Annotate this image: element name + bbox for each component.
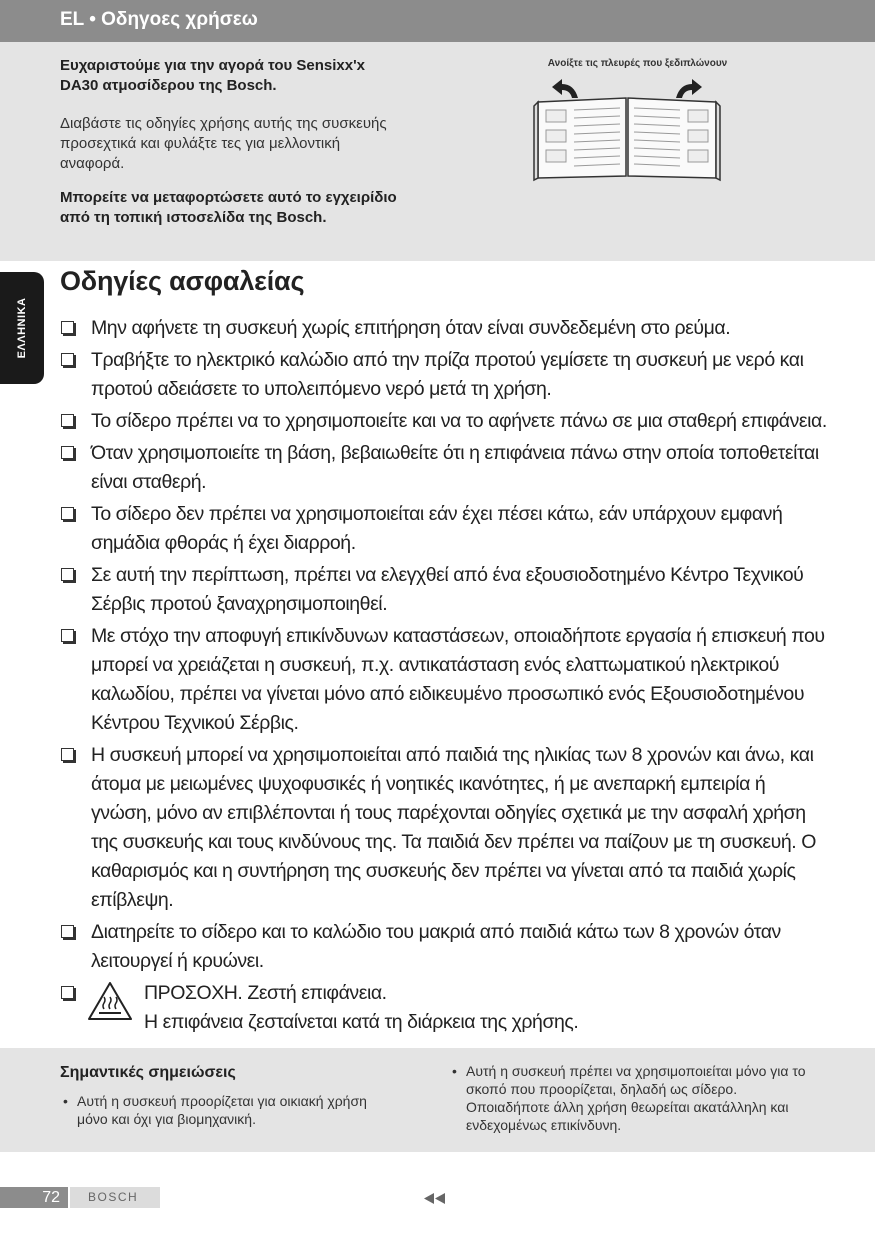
list-item: Όταν χρησιμοποιείτε τη βάση, βεβαιωθείτε ότι η επιφάνεια πάνω στην οποία τοποθετείται είναι σταθερή. [60,439,830,497]
checkbox-bullet-icon [61,568,74,581]
hot-surface-warning-icon [87,981,133,1021]
bullet-dot: • [63,1093,68,1109]
list-item: Η συσκευή μπορεί να χρησιμοποιείται από παιδιά της ηλικίας των 8 χρονών και άνω, και άτομα με μειωμένες ψυχοφυσικές ή νοητικές ικανότητες, ή με ανεπαρκή εμπειρία ή γνώση, μόνο αν επιβλέπονται ή τους παρέχονται οδηγίες σχετικά με την ασφαλή χρήση της συσκευής και τους κινδύνους της. Τα παιδιά δεν πρέπει να παίζουν με τη συσκευή. Ο καθαρισμός και η συντήρηση της συσκευής δεν πρέπει να γίνεται από τα παιδιά χωρίς επίβλεψη. [60,741,830,915]
figure-caption: Ανοίξτε τις πλευρές που ξεδιπλώνουν [547,58,728,69]
section-title-safety: Οδηγίες ασφαλείας [60,266,305,296]
checkbox-bullet-icon [61,986,74,999]
checkbox-bullet-icon [61,321,74,334]
list-item: Μην αφήνετε τη συσκευή χωρίς επιτήρηση όταν είναι συνδεδεμένη στο ρεύμα. [60,314,830,343]
bullet-dot: • [452,1063,457,1079]
note-item: • Αυτή η συσκευή πρέπει να χρησιμοποιείται μόνο για το σκοπό που προορίζεται, δηλαδή ως σίδερο. Οποιαδήποτε άλλη χρήση θεωρείται ακατάλληλη και ενδεχομένως επικίνδυνη. [452,1063,806,1133]
list-item: Το σίδερο πρέπει να το χρησιμοποιείτε και να το αφήνετε πάνω σε μια σταθερή επιφάνεια. [60,407,830,436]
checkbox-bullet-icon [61,353,74,366]
notes-title: Σημαντικές σημειώσεις [60,1064,236,1081]
list-item: Τραβήξτε το ηλεκτρικό καλώδιο από την πρίζα προτού γεμίσετε τη συσκευή με νερό και προτού αδειάσετε το υπολειπόμενο νερό μετά τη χρήση. [60,346,830,404]
list-item: Σε αυτή την περίπτωση, πρέπει να ελεγχθεί από ένα εξουσιοδοτημένο Κέντρο Τεχνικού Σέρβις προτού ξαναχρησιμοποιηθεί. [60,561,830,619]
intro-text-block [60,56,400,228]
safety-instructions-list [60,314,830,1040]
intro-download-note: Μπορείτε να μεταφορτώσετε αυτό το εγχειρίδιο από τη τοπική ιστοσελίδα της Bosch. [60,189,397,226]
checkbox-bullet-icon [61,507,74,520]
checkbox-bullet-icon [61,748,74,761]
note-item: • Αυτή η συσκευή προορίζεται για οικιακή χρήση μόνο και όχι για βιομηχανική. [63,1093,367,1127]
language-side-tab [0,272,44,384]
foldout-booklet-illustration [530,74,725,184]
header-title: EL • Οδηγοες χρήσεω [60,9,258,30]
intro-panel [0,42,875,261]
checkbox-bullet-icon [61,925,74,938]
important-notes-panel [0,1048,875,1152]
checkbox-bullet-icon [61,414,74,427]
list-item: Το σίδερο δεν πρέπει να χρησιμοποιείται εάν έχει πέσει κάτω, εάν υπάρχουν εμφανή σημάδια φθοράς ή έχει διαρροή. [60,500,830,558]
checkbox-bullet-icon [61,629,74,642]
intro-title: Ευχαριστούμε για την αγορά του Sensixx'x DA30 ατμοσίδερου της Bosch. [60,57,366,94]
header-bar [0,0,875,42]
language-tab-label: ΕΛΛΗΝΙΚΑ [16,297,28,359]
previous-page-icon[interactable] [424,1193,446,1204]
brand-label: BOSCH [70,1187,160,1208]
list-item: Με στόχο την αποφυγή επικίνδυνων καταστάσεων, οποιαδήποτε εργασία ή επισκευή που μπορεί να χρειάζεται η συσκευή, π.χ. αντικατάσταση ενός ελαττωματικού ηλεκτρικού καλωδίου, πρέπει να γίνεται μόνο από ειδικευμένο προσωπικό ενός Εξουσιοδοτημένου Κέντρου Τεχνικού Σέρβις. [60,622,830,738]
hot-surface-warning-item: ΠΡΟΣΟΧΗ. Ζεστή επιφάνεια. Η επιφάνεια ζεσταίνεται κατά τη διάρκεια της χρήσης. [60,979,830,1037]
list-item: Διατηρείτε το σίδερο και το καλώδιο του μακριά από παιδιά κάτω των 8 χρονών όταν λειτουργεί ή κρυώνει. [60,918,830,976]
checkbox-bullet-icon [61,446,74,459]
intro-text: Διαβάστε τις οδηγίες χρήσης αυτής της συσκευής προσεχτικά και φυλάξτε τες για μελλοντική αναφορά. [60,115,387,172]
page-number: 72 [0,1187,68,1208]
